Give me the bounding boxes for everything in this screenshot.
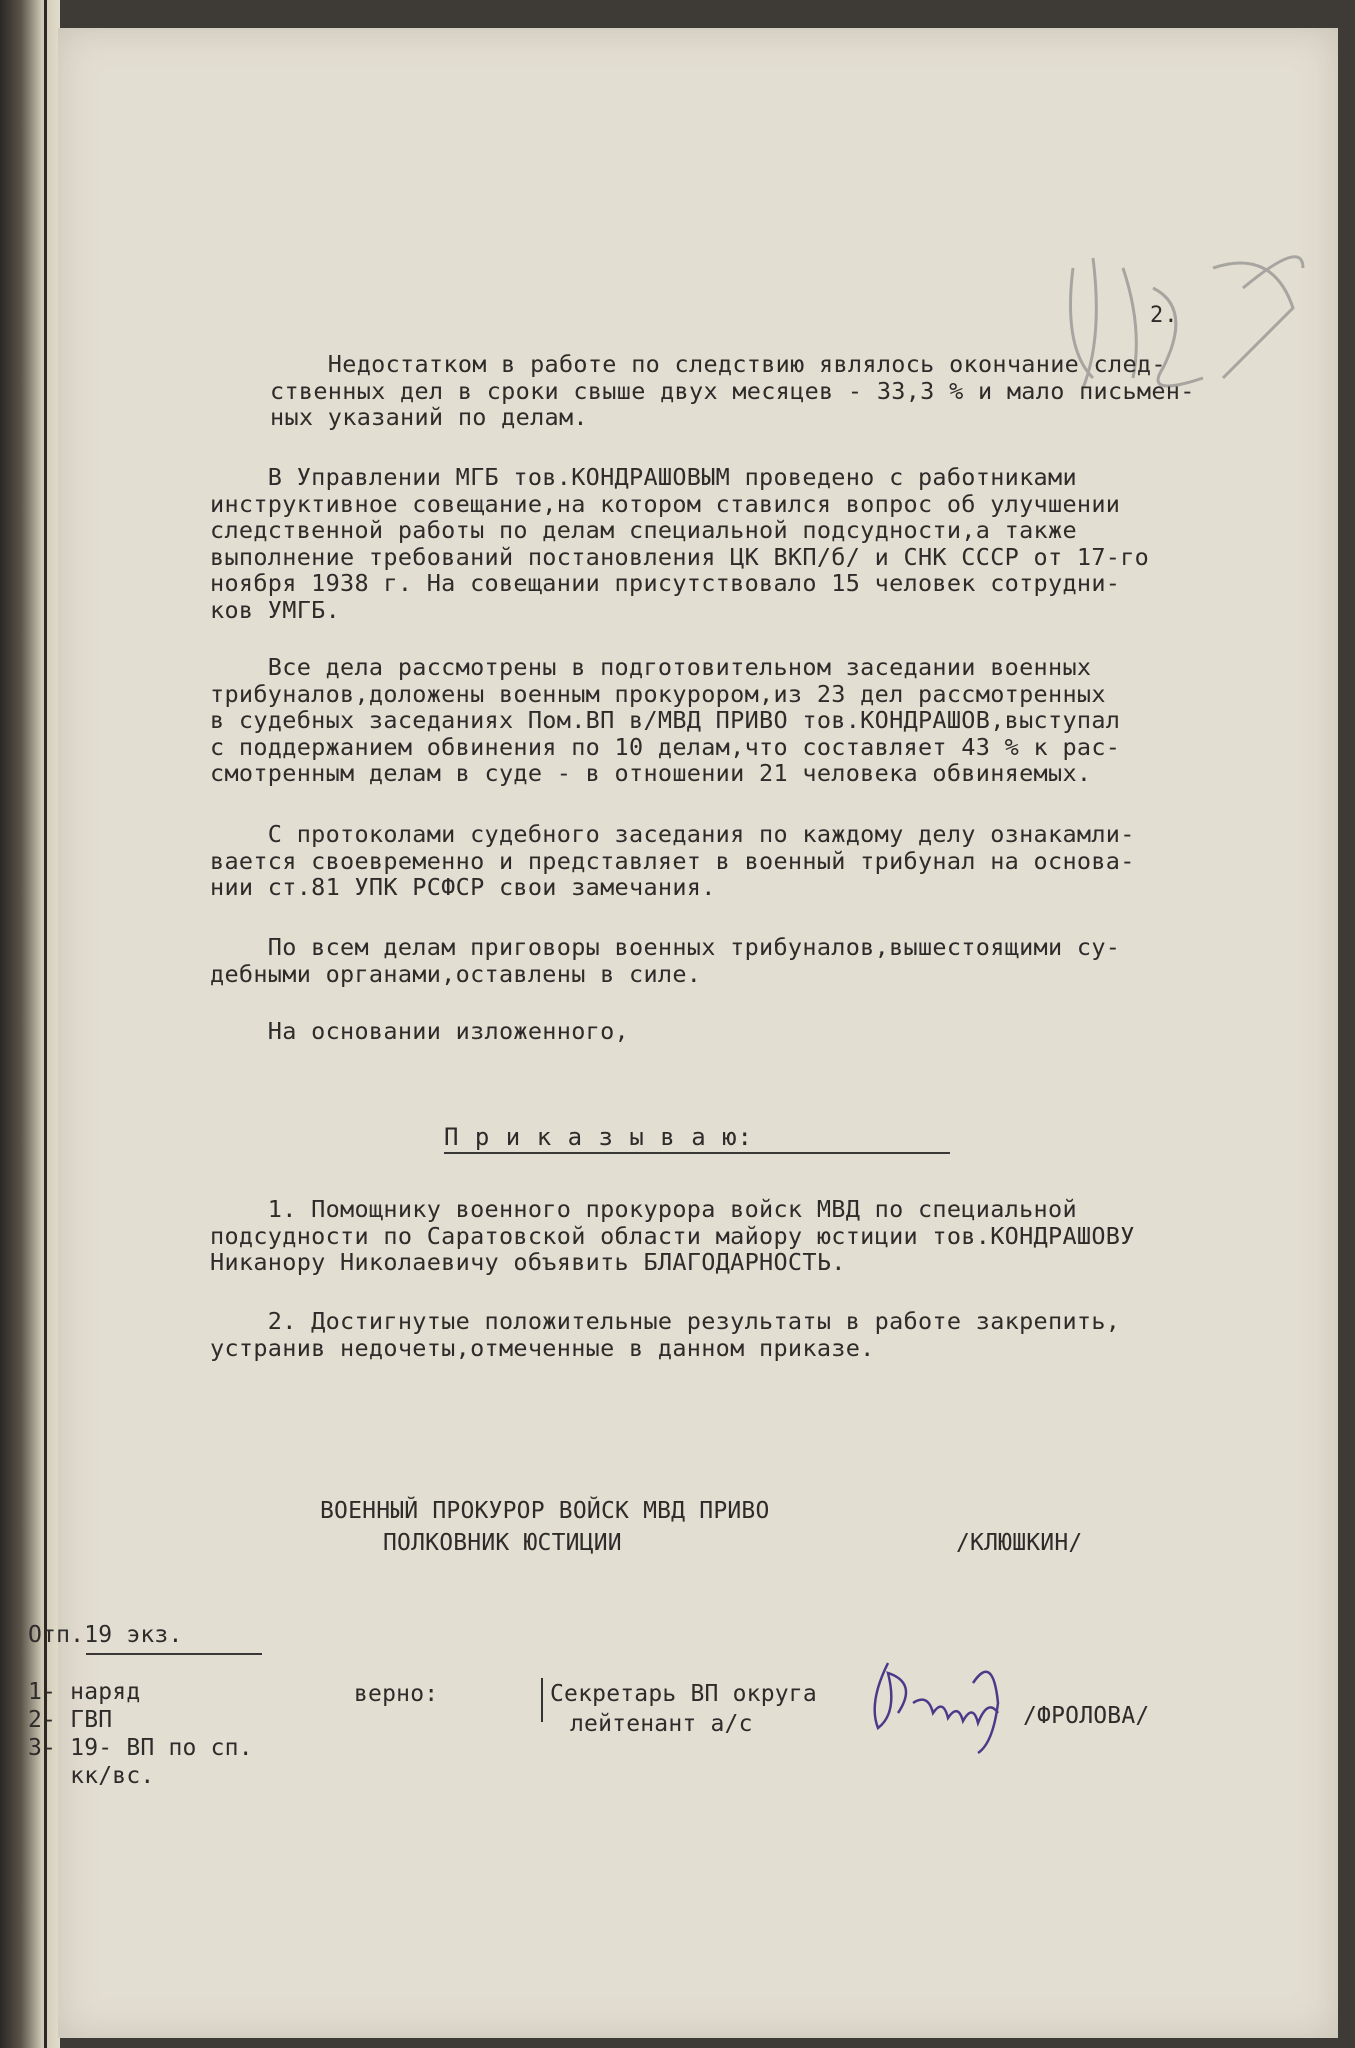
distribution-item-1: 1- наряд [28, 1679, 141, 1705]
page-number: 2. [1150, 303, 1179, 328]
distribution-item-3: 3- 19- ВП по сп. [28, 1735, 253, 1761]
paragraph-sentences-upheld: По всем делам приговоры военных трибуналов,вышестоящими су- дебными органами,оставлены в силе. [210, 933, 1121, 988]
handwritten-signature [858, 1643, 1028, 1763]
certifier-name: /ФРОЛОВА/ [1023, 1703, 1150, 1729]
order-heading-underline [444, 1152, 950, 1154]
document-page [28, 28, 1338, 2038]
certified-label: верно: [354, 1681, 439, 1707]
signatory-title: ВОЕННЫЙ ПРОКУРОР ВОЙСК МВД ПРИВО [320, 1498, 770, 1524]
copies-count: Отп.19 экз. [28, 1622, 183, 1648]
paragraph-court-protocols: С протоколами судебного заседания по каждому делу ознакамли- вается своевременно и представляет в военный трибунал на основа- нии ст.81 УПК РСФСР свои замечания. [210, 820, 1135, 901]
paragraph-on-basis: На основании изложенного, [210, 1017, 629, 1045]
order-item-2: 2. Достигнутые положительные результаты в работе закрепить, устранив недочеты,отмеченные в данном приказе. [210, 1307, 1121, 1362]
distribution-item-4: кк/вс. [28, 1763, 155, 1789]
distribution-item-2: 2- ГВП [28, 1707, 113, 1733]
order-item-1: 1. Помощнику военного прокурора войск МВД по специальной подсудности по Саратовской области майору юстиции тов.КОНДРАШОВУ Никанору Николаевичу объявить БЛАГОДАРНОСТЬ. [210, 1195, 1135, 1276]
certifier-rank: лейтенант а/с [570, 1711, 753, 1737]
paragraph-mgb-meeting: В Управлении МГБ тов.КОНДРАШОВЫМ проведено с работниками инструктивное совещание,на котором ставился вопрос об улучшении следственной работы по делам специальной подсудности,а также выполнение требований постановления ЦК ВКП/б/ и СНК СССР от 17-го ноября 1938 г. На совещании присутствовало 15 человек сотрудни- ков УМГБ. [210, 463, 1150, 624]
signatory-rank: ПОЛКОВНИК ЮСТИЦИИ [383, 1530, 622, 1556]
order-heading: П р и к а з ы в а ю: [444, 1123, 753, 1151]
certification-bracket [541, 1678, 543, 1722]
certifier-role: Секретарь ВП округа [550, 1681, 817, 1707]
copies-underline [86, 1653, 262, 1655]
paragraph-investigation-shortcomings: Недостатком в работе по следствию являлось окончание след- ственных дел в сроки свыше двух месяцев - 33,3 % и мало письмен- ных указаний по делам. [270, 350, 1195, 431]
signatory-name: /КЛЮШКИН/ [956, 1530, 1083, 1556]
paragraph-tribunal-cases: Все дела рассмотрены в подготовительном заседании военных трибуналов,доложены военным прокурором,из 23 дел рассмотренных в судебных заседаниях Пом.ВП в/МВД ПРИВО тов.КОНДРАШОВ,выступал с поддержанием обвинения по 10 делам,что составляет 43 % к рас- смотренным делам в суде - в отношении 21 человека обвиняемых. [210, 653, 1121, 787]
